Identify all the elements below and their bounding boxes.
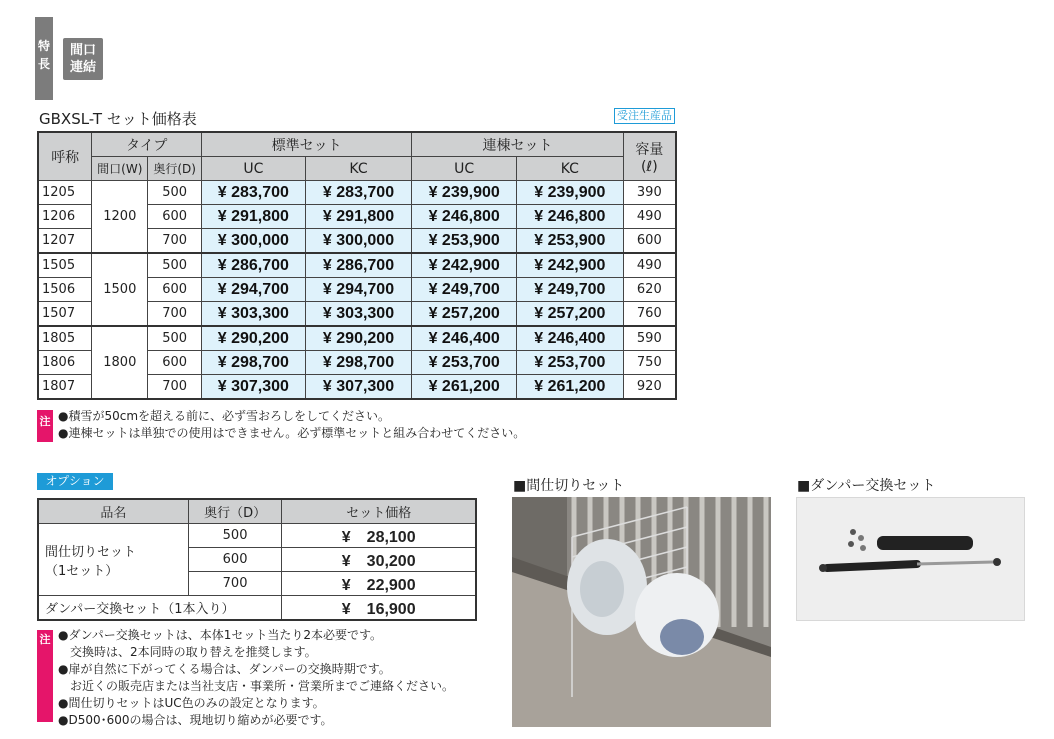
row-capacity: 600 [623,229,676,254]
row-capacity: 490 [623,205,676,229]
damper-photo-title: ■ダンパー交換セット [797,478,936,494]
opt-price: ¥ 30,200 [282,548,476,572]
lnk-kc-price: ¥ 257,200 [517,302,624,327]
header-depth: 奥行(D) [148,157,202,181]
row-width: 1500 [92,253,148,326]
std-kc-price: ¥ 307,300 [305,375,412,400]
lnk-uc-price: ¥ 253,900 [412,229,517,254]
opt-depth: 700 [188,572,282,596]
std-uc-price: ¥ 290,200 [202,326,306,351]
row-capacity: 760 [623,302,676,327]
page-title: GBXSL-T セット価格表 [39,110,197,128]
std-uc-price: ¥ 307,300 [202,375,306,400]
lnk-uc-price: ¥ 253,700 [412,351,517,375]
row-depth: 700 [148,302,202,327]
row-capacity: 490 [623,253,676,278]
note-line: ●扉が自然に下がってくる場合は、ダンパーの交換時期です。 [58,662,391,676]
header-standard-set: 標準セット [202,132,412,157]
opt-header-depth: 奥行（D） [188,499,282,524]
note-badge: 注 [37,630,53,722]
std-uc-price: ¥ 291,800 [202,205,306,229]
std-uc-price: ¥ 300,000 [202,229,306,254]
header-capacity [623,132,676,181]
header-width: 間口(W) [92,157,148,181]
partition-sub: （1セット） [45,563,119,579]
note-line: お近くの販売店または当社支店・事業所・営業所までご連絡ください。 [58,679,455,693]
lnk-uc-price: ¥ 246,400 [412,326,517,351]
std-kc-price: ¥ 294,700 [305,278,412,302]
table-row [38,326,676,351]
lnk-uc-price: ¥ 239,900 [412,181,517,205]
row-code: 1205 [38,181,92,205]
made-to-order-badge: 受注生産品 [614,108,675,124]
options-badge: オプション [37,473,113,490]
std-kc-price: ¥ 303,300 [305,302,412,327]
row-capacity: 620 [623,278,676,302]
std-kc-price: ¥ 286,700 [305,253,412,278]
std-uc-price: ¥ 303,300 [202,302,306,327]
notes-price [58,408,525,442]
opt-price: ¥ 22,900 [282,572,476,596]
row-code: 1806 [38,351,92,375]
row-depth: 700 [148,229,202,254]
feature-tag [35,17,53,100]
row-code: 1206 [38,205,92,229]
row-capacity: 590 [623,326,676,351]
damper-price: ¥ 16,900 [282,596,476,621]
lnk-uc-price: ¥ 249,700 [412,278,517,302]
notes-options [58,627,454,729]
opt-depth: 600 [188,548,282,572]
lnk-kc-price: ¥ 249,700 [517,278,624,302]
feature-tag-char-2: 長 [37,57,50,71]
table-row [38,253,676,278]
header-linked-uc: UC [412,157,517,181]
lnk-kc-price: ¥ 242,900 [517,253,624,278]
std-kc-price: ¥ 290,200 [305,326,412,351]
damper-set-photo [796,497,1025,621]
opt-depth: 500 [188,524,282,548]
row-depth: 600 [148,278,202,302]
frontage-tag-line-1: 間口 [69,43,96,58]
lnk-kc-price: ¥ 246,800 [517,205,624,229]
std-uc-price: ¥ 298,700 [202,351,306,375]
header-linked-kc: KC [517,157,624,181]
lnk-uc-price: ¥ 261,200 [412,375,517,400]
damper-photo-image [797,498,1024,620]
row-capacity: 390 [623,181,676,205]
feature-tag-char-1: 特 [37,39,50,53]
opt-header-name: 品名 [38,499,188,524]
row-width: 1200 [92,181,148,254]
row-depth: 600 [148,205,202,229]
row-depth: 600 [148,351,202,375]
capacity-unit: (ℓ) [640,158,658,175]
capacity-label: 容量 [635,141,664,158]
std-uc-price: ¥ 283,700 [202,181,306,205]
note-badge: 注 [37,410,53,442]
damper-set-name: ダンパー交換セット（1本入り） [38,596,282,621]
header-name: 呼称 [38,132,92,181]
std-kc-price: ¥ 283,700 [305,181,412,205]
row-code: 1807 [38,375,92,400]
row-depth: 500 [148,181,202,205]
partition-name: 間仕切りセット [45,544,137,560]
note-line: ●積雪が50cmを超える前に、必ず雪おろしをしてください。 [58,409,391,423]
row-code: 1507 [38,302,92,327]
std-kc-price: ¥ 298,700 [305,351,412,375]
header-standard-kc: KC [305,157,412,181]
std-kc-price: ¥ 300,000 [305,229,412,254]
table-row [38,596,476,621]
row-code: 1207 [38,229,92,254]
note-line: ●連棟セットは単独での使用はできません。必ず標準セットと組み合わせてください。 [58,426,526,440]
partition-set-photo [512,497,771,727]
row-depth: 700 [148,375,202,400]
lnk-kc-price: ¥ 253,700 [517,351,624,375]
price-table [37,131,677,400]
header-type: タイプ [92,132,202,157]
note-line: ●D500･600の場合は、現地切り縮めが必要です。 [58,713,333,727]
opt-header-price: セット価格 [282,499,476,524]
table-row [38,524,476,548]
row-capacity: 920 [623,375,676,400]
lnk-kc-price: ¥ 246,400 [517,326,624,351]
opt-price: ¥ 28,100 [282,524,476,548]
header-linked-set: 連棟セット [412,132,623,157]
note-line: 交換時は、2本同時の取り替えを推奨します。 [58,645,317,659]
frontage-link-tag [63,38,103,80]
row-code: 1505 [38,253,92,278]
std-uc-price: ¥ 294,700 [202,278,306,302]
frontage-tag-line-2: 連結 [69,60,96,75]
partition-photo-image [512,497,771,727]
row-depth: 500 [148,253,202,278]
lnk-uc-price: ¥ 246,800 [412,205,517,229]
std-uc-price: ¥ 286,700 [202,253,306,278]
row-code: 1506 [38,278,92,302]
header-standard-uc: UC [202,157,306,181]
lnk-uc-price: ¥ 257,200 [412,302,517,327]
lnk-kc-price: ¥ 239,900 [517,181,624,205]
note-line: ●間仕切りセットはUC色のみの設定となります。 [58,696,325,710]
lnk-uc-price: ¥ 242,900 [412,253,517,278]
lnk-kc-price: ¥ 253,900 [517,229,624,254]
table-row [38,181,676,205]
lnk-kc-price: ¥ 261,200 [517,375,624,400]
note-line: ●ダンパー交換セットは、本体1セット当たり2本必要です。 [58,628,383,642]
std-kc-price: ¥ 291,800 [305,205,412,229]
row-width: 1800 [92,326,148,399]
partition-set-name [38,524,188,596]
partition-photo-title: ■間仕切りセット [513,478,625,494]
row-code: 1805 [38,326,92,351]
options-table [37,498,477,621]
row-capacity: 750 [623,351,676,375]
row-depth: 500 [148,326,202,351]
